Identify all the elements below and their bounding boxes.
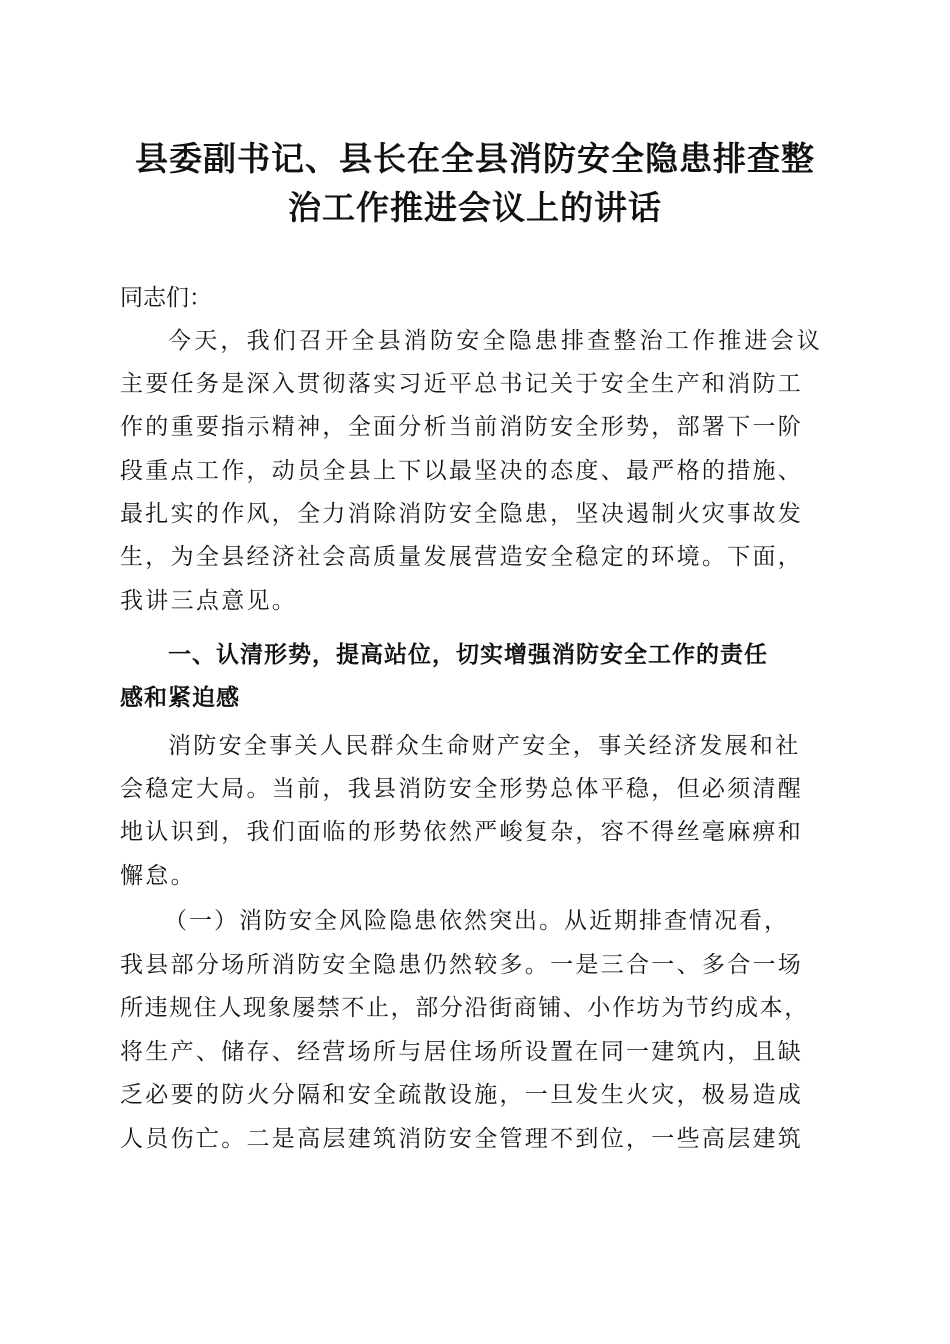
intro-line: 主要任务是深入贯彻落实习近平总书记关于安全生产和消防工 xyxy=(120,371,804,397)
subsection-1-line: 乏必要的防火分隔和安全疏散设施，一旦发生火灾，极易造成 xyxy=(120,1082,804,1108)
section-1-heading: 感和紧迫感 xyxy=(120,685,240,711)
intro-line: 今天，我们召开全县消防安全隐患排查整治工作推进会议 xyxy=(168,328,823,354)
section-1-line: 会稳定大局。当前，我县消防安全形势总体平稳，但必须清醒 xyxy=(120,776,804,802)
salutation: 同志们： xyxy=(120,285,212,311)
section-1-line: 懈怠。 xyxy=(120,863,196,889)
intro-line: 生，为全县经济社会高质量发展营造安全稳定的环境。下面， xyxy=(120,544,804,570)
subsection-1-line: 将生产、储存、经营场所与居住场所设置在同一建筑内，且缺 xyxy=(120,1039,804,1065)
intro-line: 段重点工作，动员全县上下以最坚决的态度、最严格的措施、 xyxy=(120,458,804,484)
intro-line: 我讲三点意见。 xyxy=(120,588,298,614)
subsection-1-line: 所违规住人现象屡禁不止，部分沿街商铺、小作坊为节约成本， xyxy=(120,995,809,1021)
intro-line: 最扎实的作风，全力消除消防安全隐患，坚决遏制火灾事故发 xyxy=(120,501,804,527)
section-1-line: 消防安全事关人民群众生命财产安全，事关经济发展和社 xyxy=(168,733,801,759)
intro-line: 作的重要指示精神，全面分析当前消防安全形势，部署下一阶 xyxy=(120,414,804,440)
section-1-heading: 一、认清形势，提高站位，切实增强消防安全工作的责任 xyxy=(168,642,768,668)
section-1-line: 地认识到，我们面临的形势依然严峻复杂，容不得丝毫麻痹和 xyxy=(120,819,804,845)
subsection-1-line: 我县部分场所消防安全隐患仍然较多。一是三合一、多合一场 xyxy=(120,952,804,978)
subsection-1-line: （一）消防安全风险隐患依然突出。从近期排查情况看， xyxy=(164,908,789,934)
document-title-line-1: 县委副书记、县长在全县消防安全隐患排查整 xyxy=(135,139,815,178)
document-title-line-2: 治工作推进会议上的讲话 xyxy=(288,188,662,227)
subsection-1-line: 人员伤亡。二是高层建筑消防安全管理不到位，一些高层建筑 xyxy=(120,1126,804,1152)
